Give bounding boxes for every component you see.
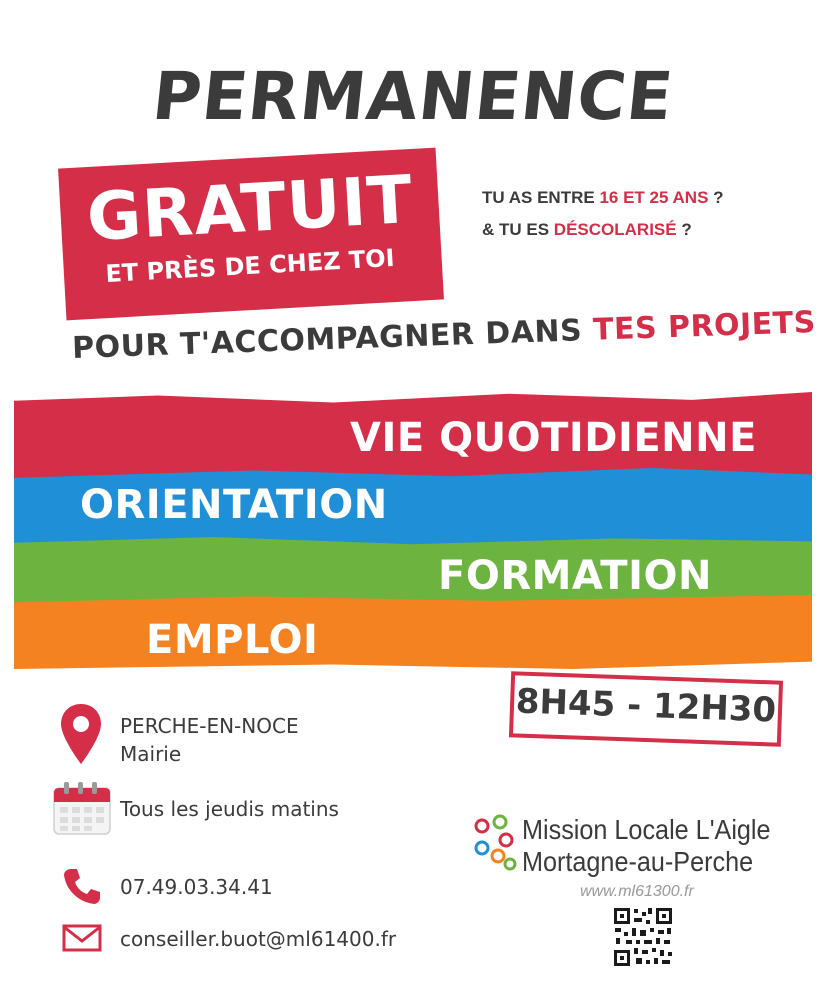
audience-status: DÉSCOLARISÉ <box>553 220 677 239</box>
hours-text: 8H45 - 12H30 <box>515 681 777 731</box>
organization-name-line-2: Mortagne-au-Perche <box>522 846 754 877</box>
audience-line-1 <box>482 182 724 214</box>
theme-training: FORMATION <box>438 553 712 599</box>
calendar-icon <box>52 780 112 836</box>
free-badge-main: GRATUIT <box>85 160 415 257</box>
organization-name <box>522 814 771 878</box>
theme-orientation: ORIENTATION <box>80 482 388 528</box>
organization-website: www.ml61300.fr <box>580 883 694 900</box>
free-badge-sub: ET PRÈS DE CHEZ TOI <box>104 243 396 289</box>
audience-line-1-suffix: ? <box>708 188 724 207</box>
theme-employment: EMPLOI <box>146 617 319 663</box>
audience-line-2 <box>482 214 724 246</box>
audience-line-2-prefix: & TU ES <box>482 220 554 239</box>
tagline-highlight: TES PROJETS <box>592 305 817 348</box>
phone-number: 07.49.03.34.41 <box>120 875 273 899</box>
tagline <box>72 305 817 366</box>
schedule-text: Tous les jeudis matins <box>120 797 339 821</box>
location-text <box>120 712 299 768</box>
organization-name-line-1: Mission Locale L'Aigle <box>522 814 771 845</box>
location-town: PERCHE-EN-NOCE <box>120 714 299 738</box>
stripe-orange <box>14 595 812 669</box>
audience-age-range: 16 ET 25 ANS <box>599 188 709 207</box>
theme-daily-life: VIE QUOTIDIENNE <box>350 415 757 461</box>
audience-text <box>482 182 724 246</box>
audience-line-1-prefix: TU AS ENTRE <box>482 188 600 207</box>
audience-line-2-suffix: ? <box>676 220 692 239</box>
tagline-prefix: POUR T'ACCOMPAGNER DANS <box>71 312 594 366</box>
phone-icon <box>62 866 102 906</box>
map-pin-icon <box>58 702 104 766</box>
mission-locale-logo-icon <box>470 812 520 874</box>
poster-title: PERMANENCE <box>148 58 678 135</box>
location-place: Mairie <box>120 742 182 766</box>
email-address: conseiller.buot@ml61400.fr <box>120 927 397 951</box>
envelope-icon <box>62 924 102 952</box>
qr-code-icon <box>612 906 674 968</box>
